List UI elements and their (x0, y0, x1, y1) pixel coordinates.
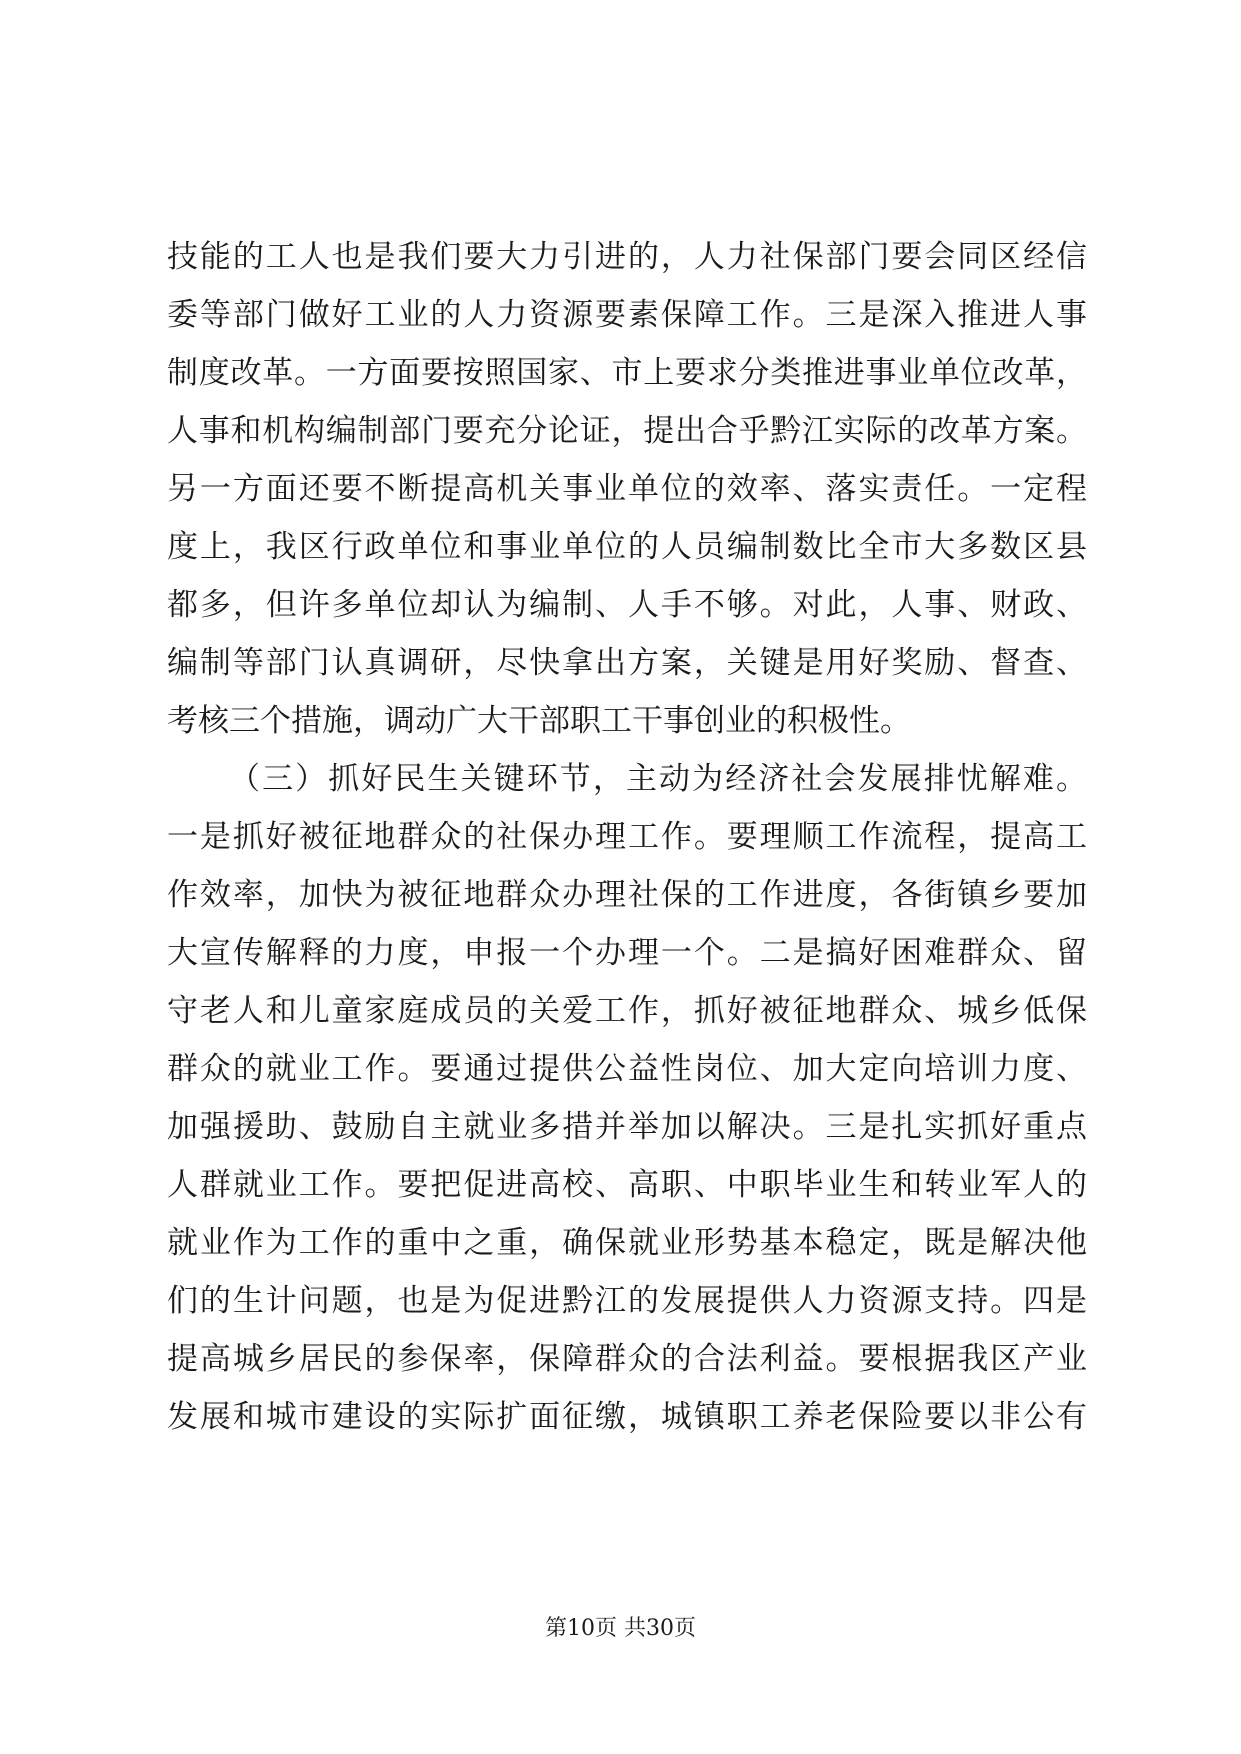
text-line: 们的生计问题，也是为促进黔江的发展提供人力资源支持。四是 (167, 1283, 1087, 1319)
body-text (167, 228, 1087, 1446)
text-line: 守老人和儿童家庭成员的关爱工作，抓好被征地群众、城乡低保 (167, 993, 1087, 1029)
text-line: 人事和机构编制部门要充分论证，提出合乎黔江实际的改革方案。 (167, 413, 1087, 449)
text-line: 一是抓好被征地群众的社保办理工作。要理顺工作流程，提高工 (167, 819, 1087, 855)
text-line: 都多，但许多单位却认为编制、人手不够。对此，人事、财政、 (167, 587, 1087, 623)
text-line: 度上，我区行政单位和事业单位的人员编制数比全市大多数区县 (167, 529, 1087, 565)
page-number-footer: 第10页 共30页 (545, 1616, 696, 1641)
section-heading-line: （三）抓好民生关键环节，主动为经济社会发展排忧解难。 (229, 761, 1087, 797)
text-line: 发展和城市建设的实际扩面征缴，城镇职工养老保险要以非公有 (167, 1399, 1087, 1435)
text-line: 就业作为工作的重中之重，确保就业形势基本稳定，既是解决他 (167, 1225, 1087, 1261)
text-line: 委等部门做好工业的人力资源要素保障工作。三是深入推进人事 (167, 297, 1087, 333)
text-line: 技能的工人也是我们要大力引进的，人力社保部门要会同区经信 (167, 239, 1087, 275)
text-line: 群众的就业工作。要通过提供公益性岗位、加大定向培训力度、 (167, 1051, 1087, 1087)
text-line: 加强援助、鼓励自主就业多措并举加以解决。三是扎实抓好重点 (167, 1109, 1087, 1145)
text-line: 另一方面还要不断提高机关事业单位的效率、落实责任。一定程 (167, 471, 1087, 507)
text-line: 作效率，加快为被征地群众办理社保的工作进度，各街镇乡要加 (167, 877, 1087, 913)
text-line: 考核三个措施，调动广大干部职工干事创业的积极性。 (167, 703, 911, 739)
text-line: 提高城乡居民的参保率，保障群众的合法利益。要根据我区产业 (167, 1341, 1087, 1377)
text-line: 大宣传解释的力度，申报一个办理一个。二是搞好困难群众、留 (167, 935, 1087, 971)
text-line: 制度改革。一方面要按照国家、市上要求分类推进事业单位改革， (167, 355, 1087, 391)
text-line: 编制等部门认真调研，尽快拿出方案，关键是用好奖励、督查、 (167, 645, 1087, 681)
text-line: 人群就业工作。要把促进高校、高职、中职毕业生和转业军人的 (167, 1167, 1087, 1203)
